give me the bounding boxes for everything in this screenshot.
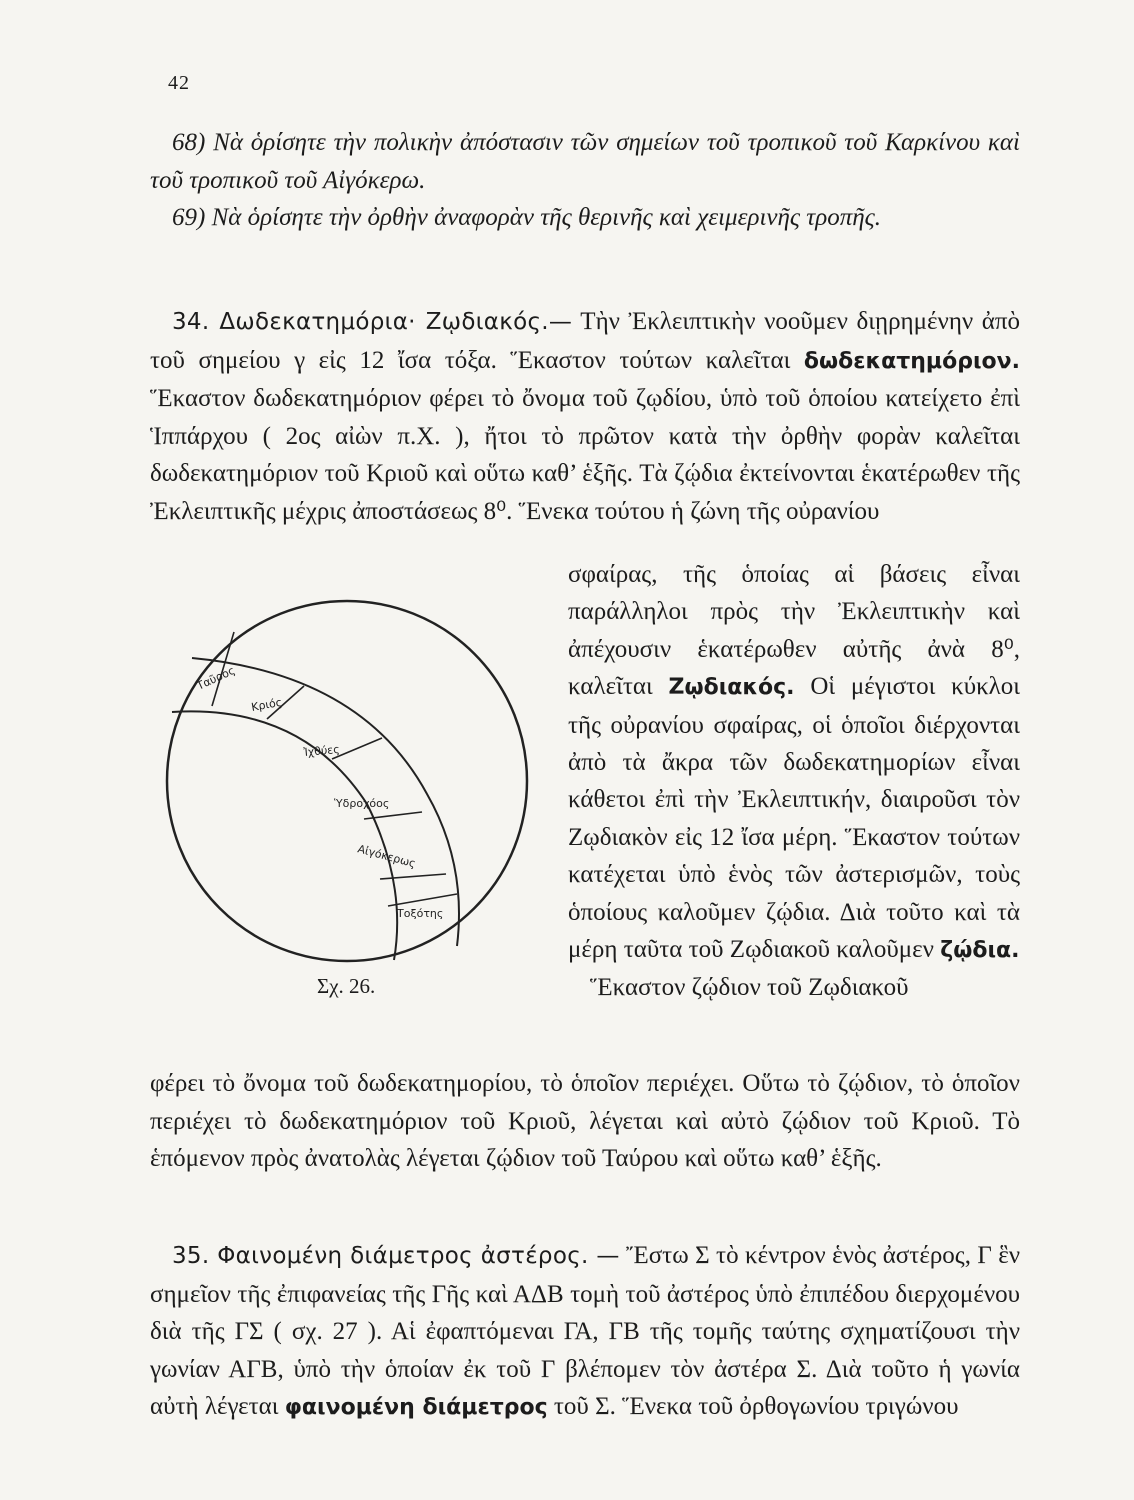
paragraph-text: Οἱ μέγιστοι κύκλοι τῆς οὐρανίου σφαίρας, οἱ ὁποῖοι διέρχονται ἀπὸ τὰ ἄκρα τῶν δωδεκατημορίων εἶναι κάθετοι ἐπὶ τὴν Ἐκλειπτικήν, διαιροῦσι τὸν Ζῳδιακὸν εἰς 12 ἴσα μέρη. Ἕκαστον τούτων κατέχεται ὑπὸ ἑνὸς τῶν ἀστερισμῶν, τοὺς ὁποίους καλοῦμεν ζῴδια. Διὰ τοῦτο καὶ τὰ μέρη ταῦτα τοῦ Ζῳδιακοῦ καλοῦμεν (568, 673, 1021, 964)
zodiac-label-pisces: Ἰχθύες (303, 742, 341, 759)
wrap-paragraph (568, 556, 1020, 969)
exercises (150, 124, 1020, 237)
term-zodia: ζῴδια. (940, 938, 1020, 964)
section-34-heading: 34. Δωδεκατημόρια· Ζῳδιακός.— (172, 309, 573, 335)
zodiac-band-outer-arc (192, 658, 459, 946)
exercise-number: 68) (172, 129, 206, 156)
zodiac-label-aries: Κριός (250, 695, 284, 714)
zodiac-band-inner-arc (172, 711, 397, 960)
paragraph-text: τοῦ Σ. Ἕνεκα τοῦ ὀρθογωνίου τριγώνου (553, 1393, 959, 1420)
section-34 (150, 303, 1020, 530)
figure-zodiac (152, 594, 552, 998)
exercise-text: Νὰ ὁρίσητε τὴν ὀρθὴν ἀναφορὰν τῆς θερινῆς καὶ χειμερινῆς τροπῆς. (211, 204, 882, 231)
zodiac-label-taurus: Ταῦρος (194, 663, 237, 693)
paragraph-text: σφαίρας, τῆς ὁποίας αἱ βάσεις εἶναι παράλληλοι πρὸς τὴν Ἐκλειπτικὴν καὶ ἀπέχουσιν ἑκατέρωθεν αὐτῆς ἀνὰ 8⁰, καλεῖται (568, 561, 1020, 701)
exercise-68 (150, 124, 1020, 199)
exercise-number: 69) (172, 204, 206, 231)
section-35 (150, 1237, 1020, 1427)
exercise-69 (150, 199, 1020, 237)
zodiac-label-capricorn: Αἰγόκερως (356, 842, 418, 871)
paragraph-text: Ἕκαστον δωδεκατημόριον φέρει τὸ ὄνομα τοῦ ζῳδίου, ὑπὸ τοῦ ὁποίου κατείχετο ἐπὶ Ἱππάρχου ( 2ος αἰὼν π.Χ. ), ἤτοι τὸ πρῶτον κατὰ τὴν ὀρθὴν φορὰν καλεῖται δωδεκατημόριον τοῦ Κριοῦ καὶ οὕτω καθ’ ἑξῆς. Τὰ ζῴδια ἐκτείνονται ἑκατέρωθεν τῆς Ἐκλειπτικῆς μέχρις ἀποστάσεως 8⁰. Ἕνεκα τούτου ἡ ζώνη τῆς οὐρανίου (150, 385, 1020, 525)
zodiac-label-aquarius: Ὑδροχόος (334, 797, 390, 810)
section-34-paragraph (150, 303, 1020, 530)
zodiac-diagram (152, 594, 552, 994)
term-apparent-diameter: φαινομένη διάμετρος (284, 1395, 548, 1420)
celestial-sphere-circle (167, 601, 527, 961)
exercise-text: Νὰ ὁρίσητε τὴν πολικὴν ἀπόστασιν τῶν σημείων τοῦ τροπικοῦ τοῦ Καρκίνου καὶ τοῦ τροπικοῦ τοῦ Αἰγόκερω. (150, 129, 1021, 194)
zodiac-divider (380, 874, 446, 879)
paragraph-text: Ἔστω Σ τὸ κέντρον ἑνὸς ἀστέρος, Γ ἓν σημεῖον τῆς ἐπιφανείας τῆς Γῆς καὶ ΑΔΒ τομὴ τοῦ ἀστέρος ὑπὸ ἐπιπέδου διερχομένου διὰ τῆς ΓΣ ( σχ. 27 ). Αἱ ἐφαπτόμεναι ΓΑ, ΓΒ τῆς τομῆς ταύτης σχηματίζουσι τὴν γωνίαν ΑΓΒ, ὑπὸ τὴν ὁποίαν ἐκ τοῦ Γ βλέπομεν τὸν ἀστέρα Σ. Διὰ τοῦτο ἡ γωνία αὐτὴ λέγεται (150, 1242, 1021, 1420)
paragraph-after-figure (150, 1065, 1020, 1178)
zodiac-label-sagittarius: Τοξότης (397, 907, 444, 920)
section-35-paragraph (150, 1237, 1020, 1427)
term-zodiakos: Ζῳδιακός. (668, 675, 795, 701)
page-number: 42 (168, 72, 190, 94)
paragraph-text: Τὴν Ἐκλειπτικὴν νοοῦμεν διῃρημένην ἀπὸ τοῦ σημείου γ εἰς 12 ἴσα τόξα. Ἕκαστον τούτων καλεῖται (150, 308, 1020, 374)
paragraph-text: Ἕκαστον ζῴδιον τοῦ Ζῳδιακοῦ (590, 974, 909, 1002)
zodiac-divider (388, 894, 457, 906)
term-dodekatimorion: δωδεκατημόριον. (803, 348, 1020, 374)
figure-caption: Σχ. 26. (317, 974, 376, 998)
section-35-heading: 35. Φαινομένη διάμετρος ἀστέρος. — (172, 1243, 620, 1269)
text-wrap-column (568, 556, 1020, 1007)
paragraph: φέρει τὸ ὄνομα τοῦ δωδεκατημορίου, τὸ ὁποῖον περιέχει. Οὕτω τὸ ζῴδιον, τὸ ὁποῖον περιέχει τὸ δωδεκατημόριον τοῦ Κριοῦ, λέγεται καὶ αὐτὸ ζῴδιον τοῦ Κριοῦ. Τὸ ἑπόμενον πρὸς ἀνατολὰς λέγεται ζῴδιον τοῦ Ταύρου καὶ οὕτω καθ’ ἑξῆς. (150, 1070, 1020, 1172)
wrap-paragraph (568, 969, 1020, 1006)
